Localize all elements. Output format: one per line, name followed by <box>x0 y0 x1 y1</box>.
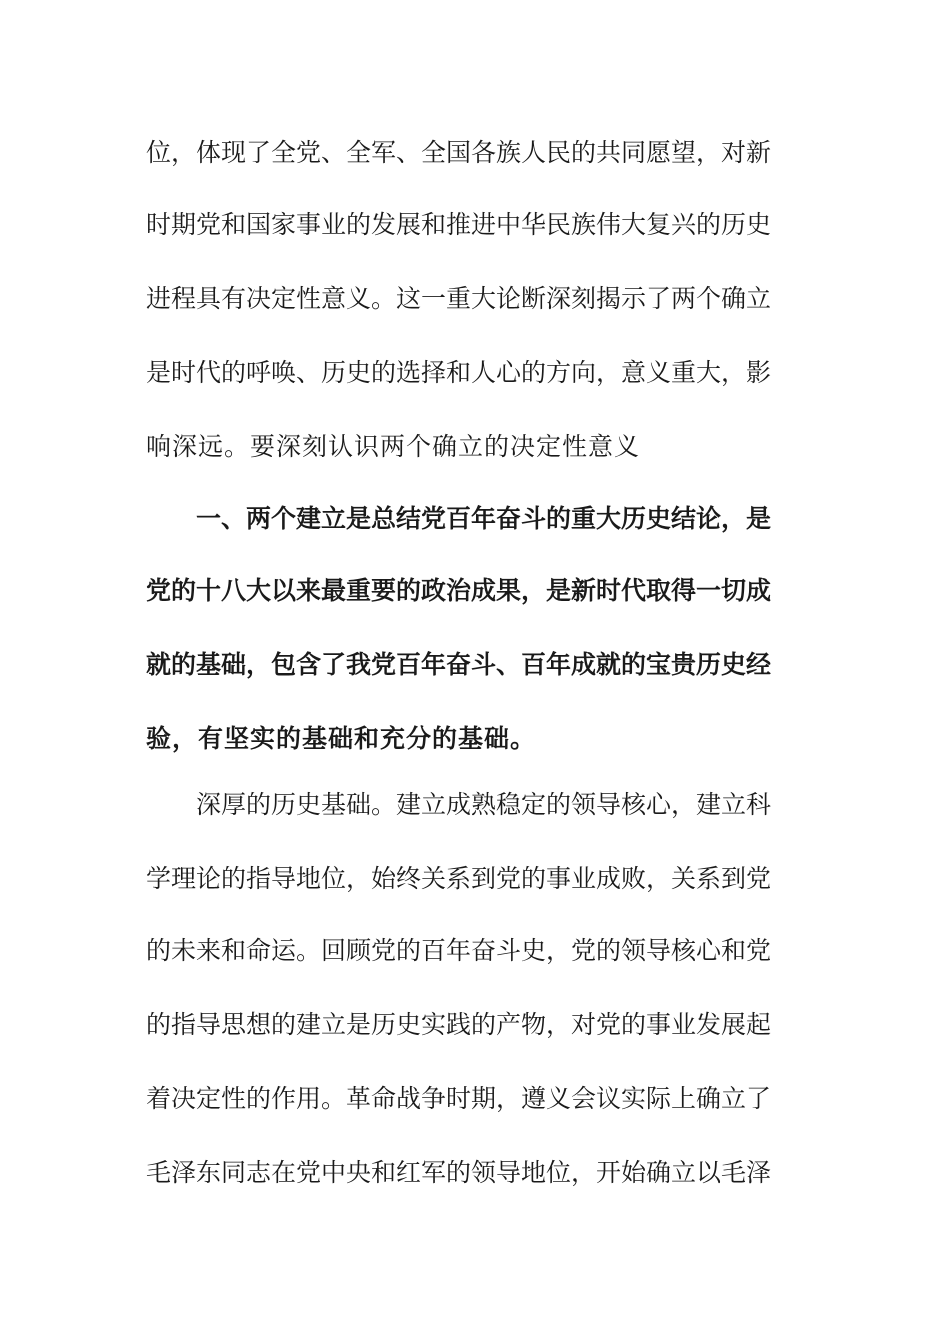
paragraph-1-line-3: 进程具有决定性意义。这一重大论断深刻揭示了两个确立 <box>146 284 772 313</box>
paragraph-3-line-4: 的指导思想的建立是历史实践的产物，对党的事业发展起 <box>146 1010 772 1039</box>
paragraph-3-line-6: 毛泽东同志在党中央和红军的领导地位，开始确立以毛泽 <box>146 1158 772 1187</box>
section-heading-line-4: 验，有坚实的基础和充分的基础。 <box>146 724 537 753</box>
paragraph-1-line-5: 响深远。要深刻认识两个确立的决定性意义 <box>146 432 641 461</box>
paragraph-1-line-4: 是时代的呼唤、历史的选择和人心的方向，意义重大，影 <box>146 358 772 387</box>
section-heading-line-1: 一、两个建立是总结党百年奋斗的重大历史结论，是 <box>196 504 772 533</box>
section-heading-line-3: 就的基础，包含了我党百年奋斗、百年成就的宝贵历史经 <box>146 650 772 679</box>
paragraph-3-line-3: 的未来和命运。回顾党的百年奋斗史，党的领导核心和党 <box>146 936 772 965</box>
paragraph-3-line-2: 学理论的指导地位，始终关系到党的事业成败，关系到党 <box>146 864 772 893</box>
paragraph-3-line-5: 着决定性的作用。革命战争时期，遵义会议实际上确立了 <box>146 1084 772 1113</box>
paragraph-1-line-2: 时期党和国家事业的发展和推进中华民族伟大复兴的历史 <box>146 210 772 239</box>
paragraph-3-line-1: 深厚的历史基础。建立成熟稳定的领导核心，建立科 <box>196 790 772 819</box>
section-heading-line-2: 党的十八大以来最重要的政治成果，是新时代取得一切成 <box>146 576 772 605</box>
paragraph-1-line-1: 位，体现了全党、全军、全国各族人民的共同愿望，对新 <box>146 138 772 167</box>
